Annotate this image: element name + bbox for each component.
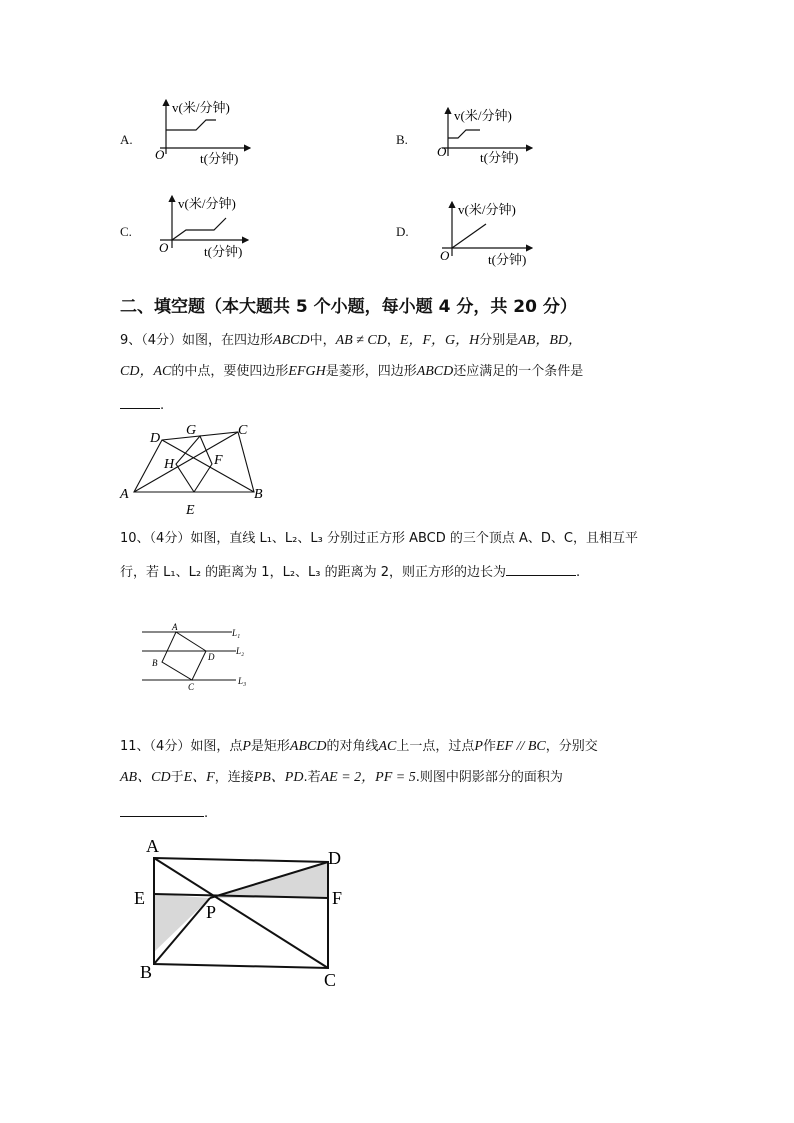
q11-label-f: F [332,888,343,908]
q9-number: 9、（4分）如图，在四边形 [120,333,274,348]
q9-answer-line [120,394,164,416]
option-d-ylabel: v(米/分钟) [458,202,516,217]
q9-line1: 9、（4分）如图，在四边形ABCD中，AB ≠ CD，E，F，G，H分别是AB，BD， [120,333,582,348]
option-a-graph [150,96,260,168]
q11-answer-line [120,802,208,824]
option-c-origin: O [159,240,169,255]
q9-line2d: 还应满足的一个条件是 [453,364,584,379]
q11-end: . [204,806,209,821]
q11-label-c: C [324,970,337,990]
option-d-label: D. [396,224,409,239]
q9-line2 [120,362,680,382]
q11-label-p: P [206,902,217,922]
section-title: 二、填空题（本大题共 5 个小题，每小题 4 分，共 20 分） [120,297,577,317]
q11-line1b: 是矩形 [250,739,290,754]
q9-line2b: 的中点，要使四边形 [171,364,289,379]
q11-answer-blank[interactable] [120,802,204,817]
q11-ae: AE = 2，PF = 5 [320,770,416,785]
q11-label-b: B [140,962,153,982]
q10-label-a: A [172,622,178,632]
option-d-graph [432,198,542,270]
q11-line1e: 作 [482,739,496,754]
q10-answer-blank[interactable] [506,561,576,576]
q9-label-d: D [150,431,161,446]
option-b-origin: O [437,144,447,159]
q9-label-f: F [214,453,223,468]
q11-ac: AC [378,739,397,754]
q9-segs: AB，BD， [518,333,582,348]
q11-pbpd: PB、PD [253,770,304,785]
q11-shade-left [154,894,210,952]
q10-label-l1: L₁ [232,628,241,638]
q9-label-b: B [254,487,263,502]
q11-line2 [120,768,690,788]
q11-line1 [120,737,690,757]
q11-line2a: AB、CD [120,770,171,785]
q9-line2a: CD，AC [120,364,172,379]
option-c-xlabel: t(分钟) [204,244,243,259]
q11-line2c: ，连接 [214,770,254,785]
q11-label-d: D [328,848,341,868]
q9-label-a: A [120,487,129,502]
q10-label-l2: L₂ [236,646,245,656]
q10-line2 [120,561,690,583]
q10-line1: 10、（4分）如图，直线 L₁、L₂、L₃ 分别过正方形 ABCD 的三个顶点 A、D、C，且相互平 [120,531,638,546]
q9-text2: 分别是 [479,333,519,348]
q9-label-c: C [238,423,248,438]
q9-label-e: E [186,503,195,518]
option-c-label: C. [120,224,132,239]
q10-label-d: D [208,652,215,662]
q9-figure [116,418,276,518]
q9-cond: AB ≠ CD [335,333,387,348]
q9-pts: E，F，G，H [399,333,480,348]
option-b-graph [432,104,542,168]
q11-line1a: 11、（4分）如图，点 [120,739,243,754]
q9-label-h: H [164,457,175,472]
option-a-origin: O [155,147,165,162]
q10-figure [140,620,260,696]
q11-efbc: EF // BC [495,739,546,754]
q11-line1c: 的对角线 [326,739,379,754]
q9-end: . [160,398,165,413]
q11-line1d: 上一点，过点 [396,739,475,754]
q10-label-l3: L₃ [238,676,247,686]
q10-end: . [576,565,581,580]
q11-line2b: 于 [170,770,184,785]
q9-mid: 中， [309,333,336,348]
option-a-label: A. [120,132,133,147]
q9-label-g: G [186,423,197,438]
q9-answer-blank[interactable] [120,394,160,409]
q11-p: P [242,739,251,754]
option-d-xlabel: t(分钟) [488,252,527,267]
q11-label-e: E [134,888,145,908]
option-c-ylabel: v(米/分钟) [178,196,236,211]
option-d-origin: O [440,248,450,263]
q10-label-c: C [188,682,195,692]
q10-line2-text: 行，若 L₁、L₂ 的距离为 1，L₂、L₃ 的距离为 2，则正方形的边长为 [120,565,507,580]
q9-abcd2: ABCD [416,364,454,379]
q9-efgh: EFGH [288,364,326,379]
q9-abcd: ABCD [273,333,310,348]
q11-line1f: ，分别交 [545,739,598,754]
q9-line2c: 是菱形，四边形 [325,364,417,379]
option-b-label: B. [396,132,408,147]
option-b-ylabel: v(米/分钟) [454,108,512,123]
q11-abcd: ABCD [289,739,327,754]
option-b-xlabel: t(分钟) [480,150,519,165]
option-a-ylabel: v(米/分钟) [172,100,230,115]
option-a-xlabel: t(分钟) [200,151,239,166]
q11-figure [130,836,360,992]
q11-line2e: .则图中阴影部分的面积为 [415,770,563,785]
option-c-graph [150,192,260,262]
q10-label-b: B [152,658,158,668]
q11-label-a: A [146,836,159,856]
q11-p2: P [474,739,483,754]
q11-line2d: .若 [303,770,321,785]
q11-ef: E、F [183,770,215,785]
